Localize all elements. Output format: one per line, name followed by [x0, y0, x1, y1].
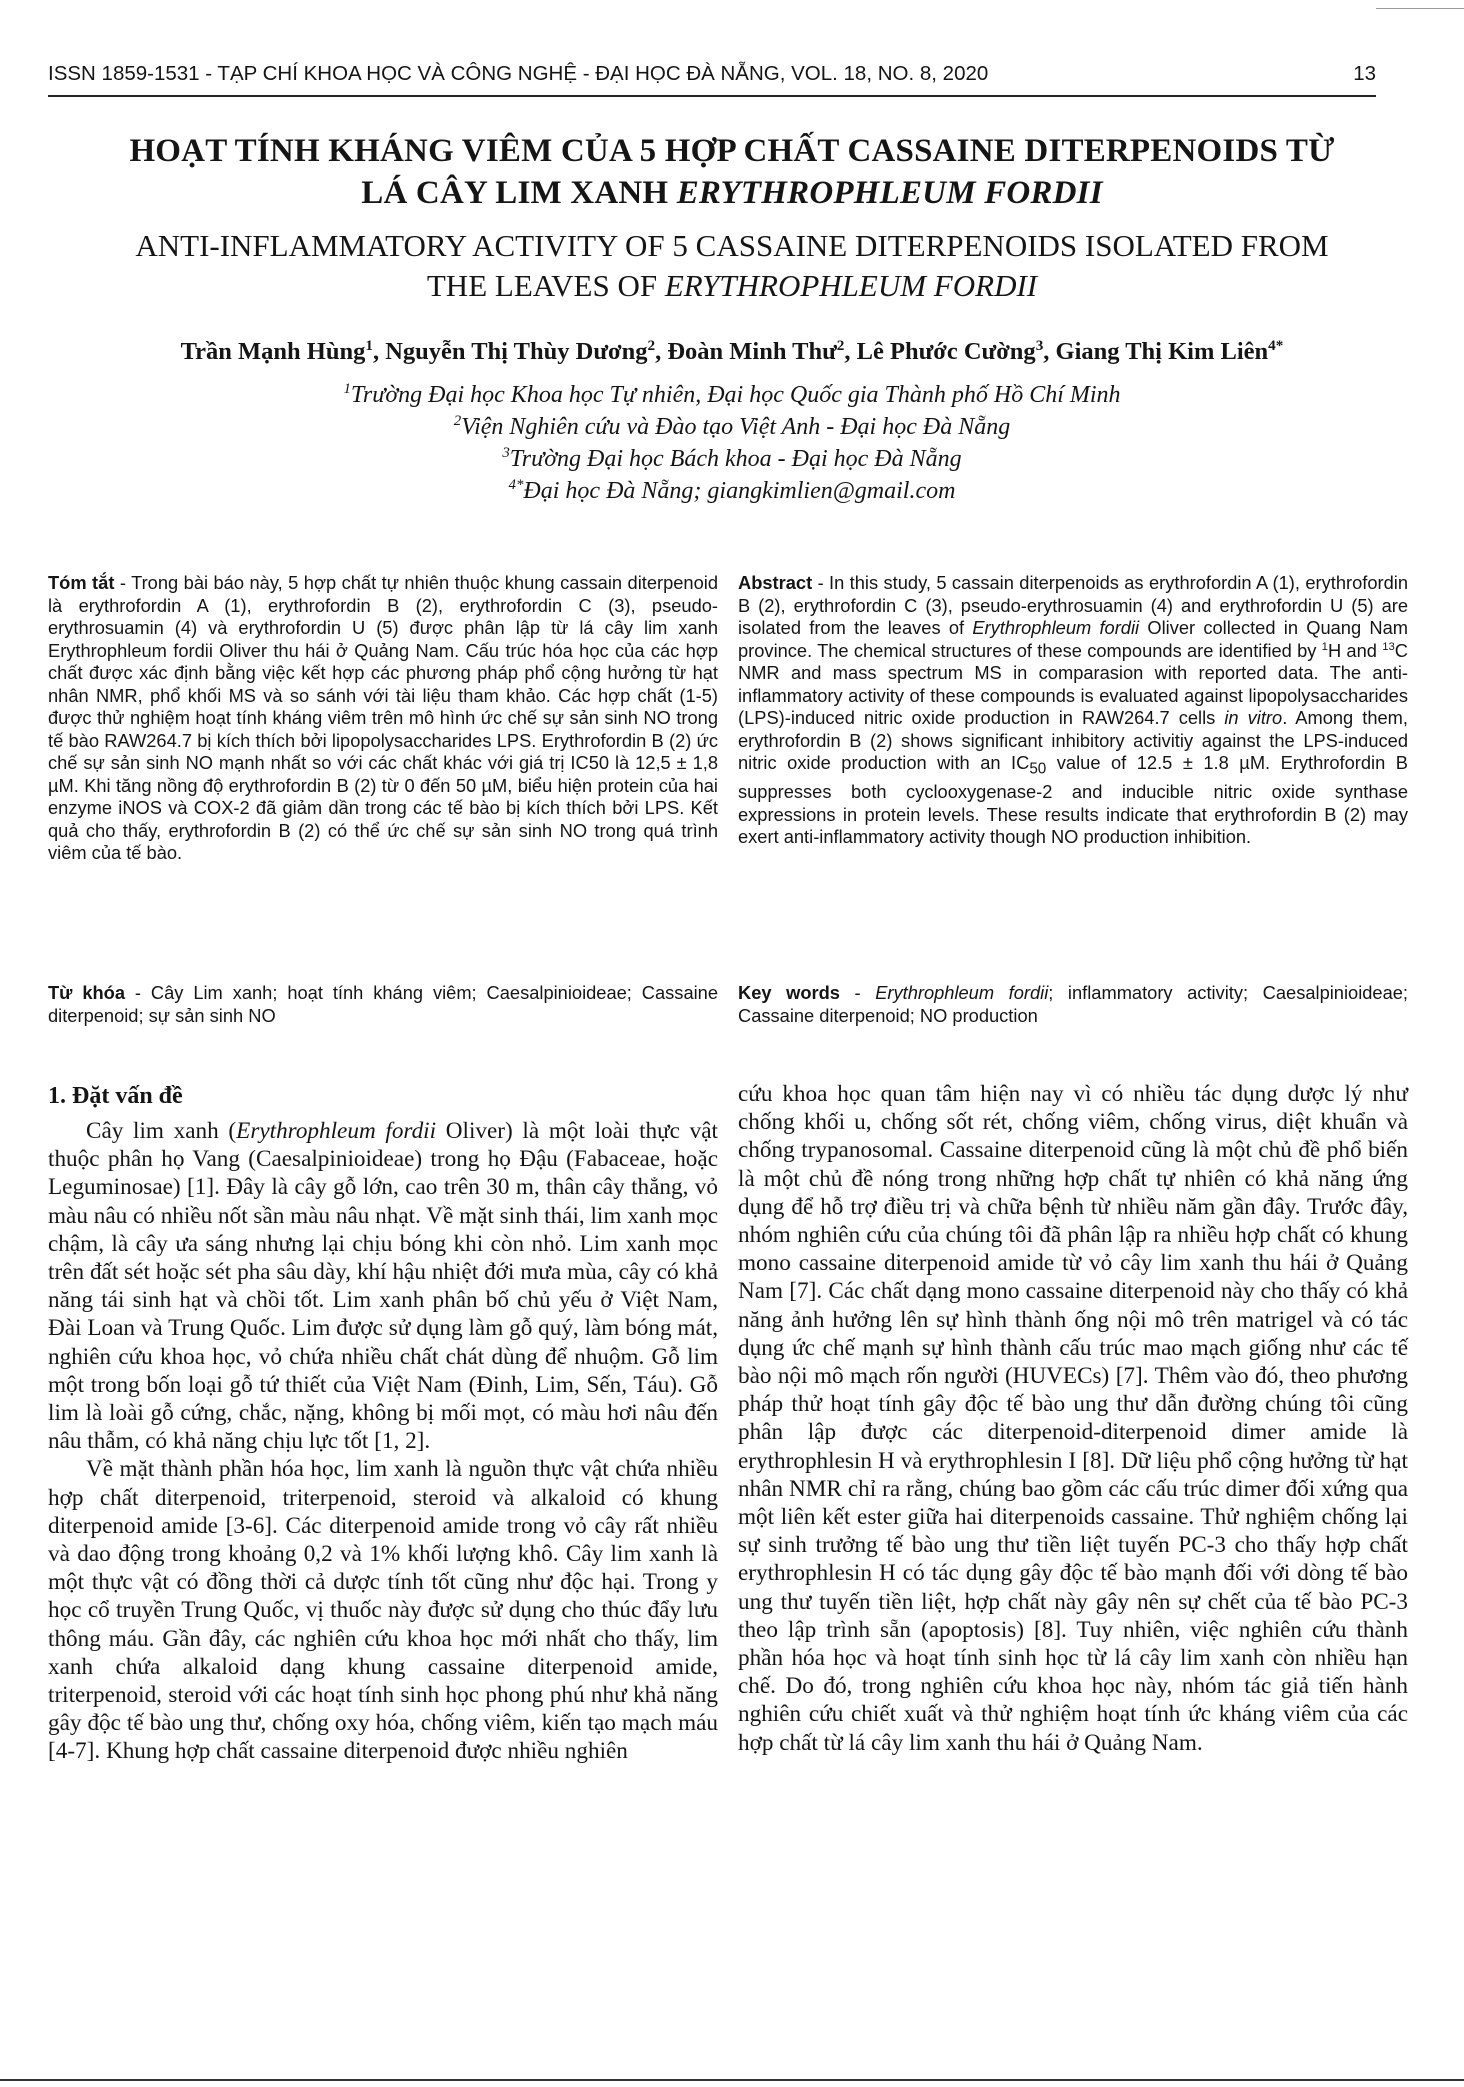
keywords-en-label: Key words	[738, 982, 840, 1003]
abstract-en-label: Abstract	[738, 572, 813, 593]
species-italic: ERYTHROPHLEUM FORDII	[664, 268, 1038, 303]
species-italic: ERYTHROPHLEUM FORDII	[676, 175, 1103, 211]
author: Trần Mạnh Hùng$^1$,	[180, 336, 386, 365]
section-heading: 1. Đặt vấn đề	[48, 1083, 183, 1109]
bottom-rule	[0, 2079, 1464, 2081]
title-en-line2: THE LEAVES OF ERYTHROPHLEUM FORDII	[426, 268, 1038, 303]
abstract-vn-label: Tóm tắt	[48, 572, 115, 593]
affiliation: $^1$Trường Đại học Khoa học Tự nhiên, Đại học Quốc gia Thành phố Hồ Chí Minh	[343, 381, 1121, 408]
author-list	[0, 338, 1464, 366]
title-vn-line1: HOẠT TÍNH KHÁNG VIÊM CỦA 5 HỢP CHẤT CASSAINE DITERPENOIDS TỪ	[129, 133, 1335, 169]
page-number: 13	[1353, 62, 1376, 85]
title-vn-line2: LÁ CÂY LIM XANH ERYTHROPHLEUM FORDII	[361, 175, 1103, 211]
title-en-line1: ANTI-INFLAMMATORY ACTIVITY OF 5 CASSAINE DITERPENOIDS ISOLATED FROM	[135, 228, 1329, 263]
body-right-column	[738, 1080, 1408, 1757]
header-rule	[48, 95, 1376, 97]
author: Đoàn Minh Thư$^2$,	[667, 336, 857, 365]
keywords-vn-label: Từ khóa	[48, 982, 125, 1003]
running-header	[48, 62, 1376, 94]
paragraph: Về mặt thành phần hóa học, lim xanh là nguồn thực vật chứa nhiều hợp chất diterpenoid, triterpenoid, steroid và alkaloid có khung diterpenoid amide [3-6]. Các diterpenoid amide trong vỏ cây rất nhiều và dao động trong khoảng 0,2 và 1% khối lượng khô. Cây lim xanh là một thực vật có đồng thời cả dược tính tốt cũng như độc hại. Trong y học cổ truyền Trung Quốc, vị thuốc này được sử dụng cho thúc đẩy lưu thông máu. Gần đây, các nghiên cứu khoa học mới nhất cho thấy, lim xanh chứa alkaloid dạng khung cassaine diterpenoid amide, triterpenoid, steroid với các hoạt tính sinh học phong phú như khả năng gây độc tế bào ung thư, chống oxy hóa, chống viêm, kiến tạo mạch máu [4-7]. Khung hợp chất cassaine diterpenoid được nhiều nghiên	[48, 1456, 718, 1765]
paragraph: cứu khoa học quan tâm hiện nay vì có nhiều tác dụng dược lý như chống khối u, chống sốt rét, chống viêm, chống virus, diệt khuẩn và chống trypanosomal. Cassaine diterpenoid cũng là một chủ đề phổ biến là một chủ đề nóng trong những hợp chất tự nhiên có khả năng ứng dụng để hỗ trợ điều trị và chữa bệnh từ nhiều năm gần đây. Trước đây, nhóm nghiên cứu của chúng tôi đã phân lập ra nhiều hợp chất có khung mono cassaine diterpenoid amide từ vỏ cây lim xanh thu hái ở Quảng Nam [7]. Các chất dạng mono cassaine diterpenoid này cho thấy có khả năng ảnh hưởng lên sự hình thành ống nội mô trên matrigel và có tác dụng ức chế mạnh sự hình thành cấu trúc mao mạch giống như các tế bào nội mô mạch rốn người (HUVECs) [7]. Thêm vào đó, theo phương pháp thử hoạt tính gây độc tế bào ung thư dẫn đường chúng tôi cũng phân lập được các diterpenoid-diterpenoid dimer amide là erythrophlesin H và erythrophlesin I [8]. Dữ liệu phổ cộng hưởng từ hạt nhân NMR chỉ ra rằng, chúng bao gồm các cấu trúc dimer đối xứng qua một liên kết ester giữa hai diterpenoids cassaine. Thử nghiệm chống lại sự sinh trưởng tế bào ung thư tiền liệt tuyến PC-3 cho thấy hợp chất erythrophlesin H có tác dụng gây độc tế bào mạnh đối với dòng tế bào ung thư tuyến tiền liệt, hợp chất này gây nên sự chết của tế bào PC-3 theo lập trình sẵn (apoptosis) [8]. Tuy nhiên, việc nghiên cứu thành phần hóa học và hoạt tính sinh học từ lá cây lim xanh còn nhiều hạn chế. Do đó, trong nghiên cứu khoa học này, nhóm tác giả tiến hành nghiên cứu chiết xuất và thử nghiệm hoạt tính ức kháng viêm của các hợp chất từ lá cây lim xanh thu hái ở Quảng Nam.	[738, 1081, 1408, 1756]
corner-rule	[1376, 0, 1464, 9]
author: Lê Phước Cường$^3$,	[856, 336, 1056, 365]
journal-header: ISSN 1859-1531 - TẠP CHÍ KHOA HỌC VÀ CÔNG NGHỆ - ĐẠI HỌC ĐÀ NẴNG, VOL. 18, NO. 8, 2020	[48, 62, 989, 85]
paragraph: Cây lim xanh (Erythrophleum fordii Oliver) là một loài thực vật thuộc phân họ Vang (Caesalpinioideae) trong họ Đậu (Fabaceae, hoặc Leguminosae) [1]. Đây là cây gỗ lớn, cao trên 30 m, thân cây thẳng, vỏ màu nâu có nhiều nốt sần màu nâu nhạt. Về mặt sinh thái, lim xanh mọc chậm, là cây ưa sáng nhưng lại chịu bóng khi còn nhỏ. Lim xanh mọc trên đất sét hoặc sét pha sâu dày, khí hậu nhiệt đới mưa mùa, cây có khả năng tái sinh hạt và chồi tốt. Lim xanh phân bố chủ yếu ở Việt Nam, Đài Loan và Trung Quốc. Lim được sử dụng làm gỗ quý, làm bóng mát, nghiên cứu khoa học, vỏ chứa nhiều chất chát dùng để nhuộm. Gỗ lim một trong bốn loại gỗ tứ thiết của Việt Nam (Đinh, Lim, Sến, Táu). Gỗ lim là loài gỗ cứng, chắc, nặng, không bị mối mọt, có màu hơi nâu đến nâu thẫm, có khả năng chịu lực tốt [1, 2].	[48, 1118, 718, 1455]
affiliation: $^2$Viện Nghiên cứu và Đào tạo Việt Anh - Đại học Đà Nẵng	[453, 413, 1011, 440]
abstract-vn: Tóm tắt - Trong bài báo này, 5 hợp chất tự nhiên thuộc khung cassain diterpenoid là erythrofordin A (1), erythrofordin B (2), erythrofordin C (3), pseudo-erythrosuamin (4) và erythrofordin U (5) được phân lập từ lá cây lim xanh Erythrophleum fordii Oliver thu hái ở Quảng Nam. Cấu trúc hóa học của các hợp chất được xác định bằng việc kết hợp các phương pháp phổ cộng hưởng từ hạt nhân NMR, phổ khối MS và so sánh với tài liệu tham khảo. Các hợp chất (1-5) được thử nghiệm hoạt tính kháng viêm trên mô hình ức chế sự sản sinh NO trong tế bào RAW264.7 bị kích thích bởi lipopolysaccharides LPS. Erythrofordin B (2) ức chế sự sản sinh NO mạnh nhất so với các chất khác với giá trị IC50 là 12,5 ± 1,8 µM. Khi tăng nồng độ erythrofordin B (2) từ 0 đến 50 µM, biểu hiện protein của hai enzyme iNOS và COX-2 đã giảm dần trong các tế bào bị kích thích bởi LPS. Kết quả cho thấy, erythrofordin B (2) có thể ức chế sự sản sinh NO trong quá trình viêm của tế bào.	[48, 572, 718, 863]
affiliation-email: $^{4*}$Đại học Đà Nẵng; giangkimlien@gmail.com	[508, 477, 956, 504]
keywords-vn: Từ khóa - Cây Lim xanh; hoạt tính kháng viêm; Caesalpinioideae; Cassaine diterpenoid; sự sản sinh NO	[48, 982, 719, 1026]
abstract-en: Abstract - In this study, 5 cassain diterpenoids as erythrofordin A (1), erythrofordin B (2), erythrofordin C (3), pseudo-erythrosuamin (4) and erythrofordin U (5) are isolated from the leaves of Erythrophleum fordii Oliver collected in Quang Nam province. The chemical structures of these compounds are identified by $^1$H and $^{13}$C NMR and mass spectrum MS in comparasion with reported data. The anti-inflammatory activity of these compounds is evaluated against lipopolysaccharides (LPS)-induced nitric oxide production in RAW264.7 cells in vitro. Among them, erythrofordin B (2) shows significant inhibitory activitiy against the LPS-induced nitric oxide production with an $IC_{50}$ value of 12.5 ± 1.8 µM. Erythrofordin B suppresses both cyclooxygenase-2 and inducible nitric oxide synthase expressions in protein levels. These results indicate that erythrofordin B (2) may exert anti-inflammatory activity though NO production inhibition.	[738, 572, 1408, 848]
keywords-en: Key words - Erythrophleum fordii; inflammatory activity; Caesalpinioideae; Cassaine diterpenoid; NO production	[738, 982, 1409, 1026]
author: Giang Thị Kim Liên$^{4*}$	[1055, 336, 1284, 365]
author: Nguyễn Thị Thùy Dương$^2$,	[385, 336, 668, 365]
body-left-column	[48, 1117, 718, 1766]
affiliation: $^3$Trường Đại học Bách khoa - Đại học Đà Nẵng	[502, 445, 962, 472]
